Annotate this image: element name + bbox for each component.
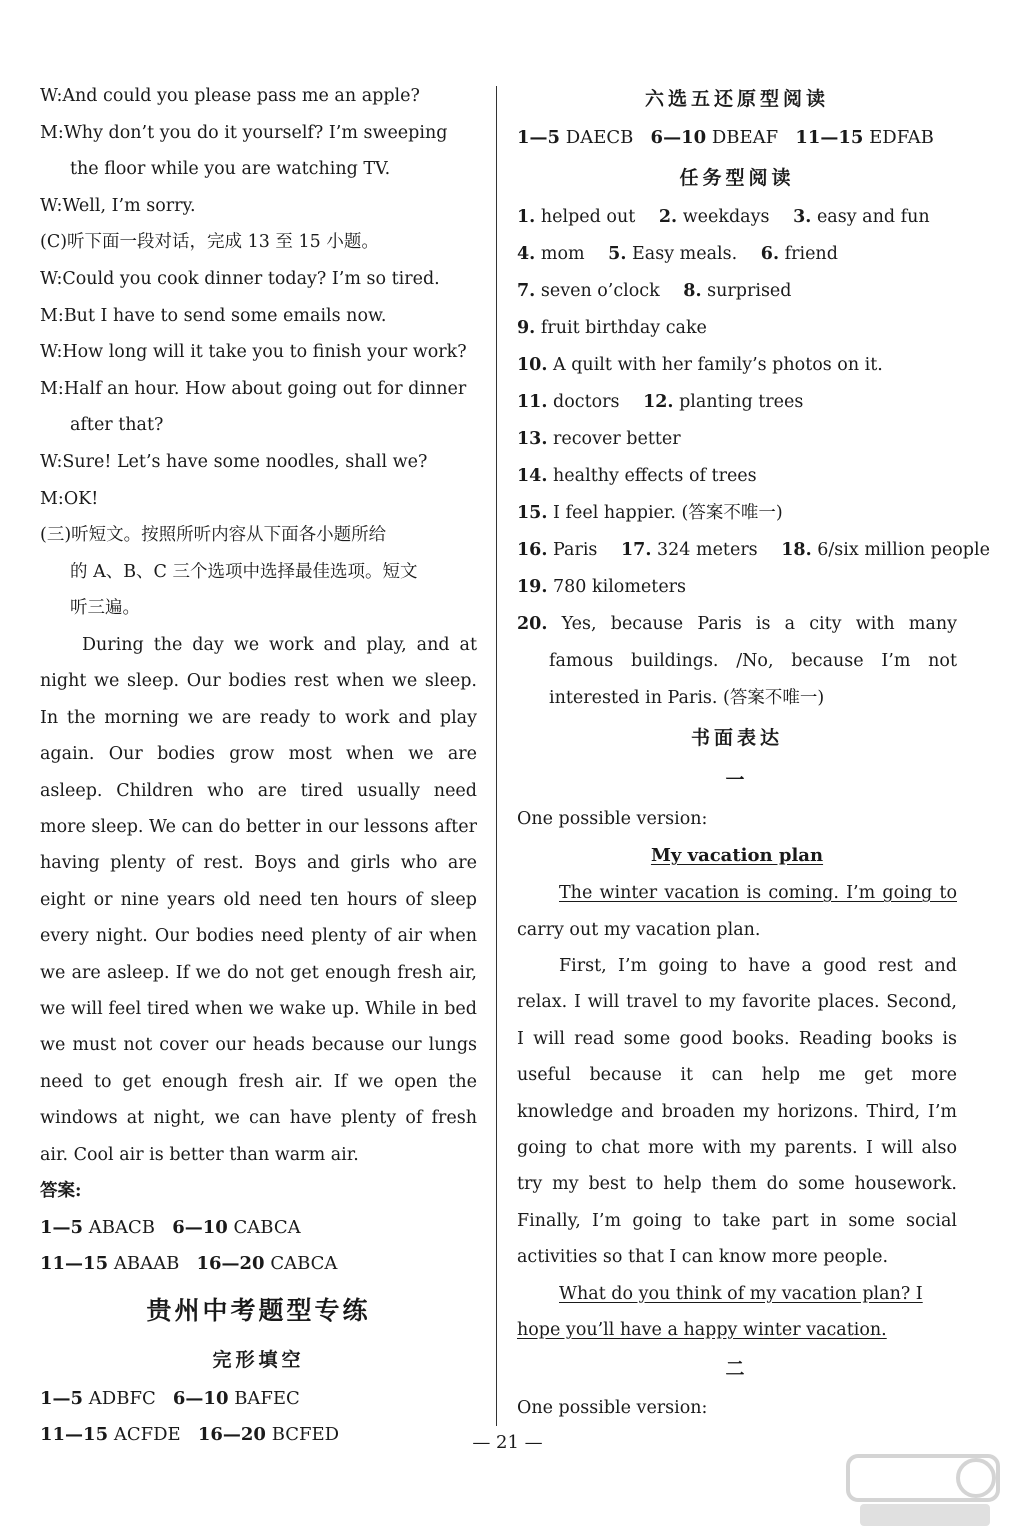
task-item-row: 15. I feel happier. (答案不唯一) bbox=[517, 502, 783, 523]
left-column bbox=[40, 78, 477, 1454]
dialog-line: M:Half an hour. How about going out for dinner bbox=[40, 378, 467, 399]
cloze-answer-row: 1—5 ADBFC 6—10 BAFEC bbox=[40, 1387, 300, 1409]
task-item-row: 19. 780 kilometers bbox=[517, 576, 687, 597]
essay-title: My vacation plan bbox=[650, 845, 824, 867]
section-3-instruction: 听三遍。 bbox=[70, 598, 140, 619]
task-item-row: 13. recover better bbox=[517, 428, 681, 449]
task-item-row: 16. Paris 17. 324 meters 18. 6/six million people bbox=[517, 539, 990, 560]
answer-label: 答案: bbox=[40, 1181, 82, 1201]
right-column bbox=[517, 78, 990, 1427]
part-one-mark: 一 bbox=[725, 768, 749, 791]
dialog-line: M:But I have to send some emails now. bbox=[40, 305, 387, 326]
section-3-instruction: 的 A、B、C 三个选项中选择最佳选项。短文 bbox=[70, 561, 418, 582]
page-number: — 21 — bbox=[472, 1432, 543, 1453]
essay-paragraph-2: First, I’m going to have a good rest and relax. I will travel to my favorite places. Second, I will read some good books. Reading books is useful because it can help me get more knowledge and broaden my horizons. Third, I’m going to chat more with my parents. I will also try my best to help them do some housework. Finally, I’m going to take part in some social activities so that I can know more people. bbox=[517, 956, 957, 1268]
answer-row: 11—15 ABAAB 16—20 CABCA bbox=[40, 1253, 338, 1275]
writing-title: 书面表达 bbox=[690, 726, 783, 749]
essay-paragraph-3-cont: hope you’ll have a happy winter vacation. bbox=[517, 1320, 887, 1341]
essay-paragraph-1: The winter vacation is coming. I’m going to carry out my vacation plan. bbox=[517, 883, 957, 940]
task-item-row: 14. healthy effects of trees bbox=[517, 465, 757, 486]
dialog-line: W:Well, I’m sorry. bbox=[40, 195, 196, 216]
task-item-row: 4. mom 5. Easy meals. 6. friend bbox=[517, 243, 838, 264]
dialog-line: W:Could you cook dinner today? I’m so tired. bbox=[40, 268, 440, 289]
section-3-instruction: (三)听短文。按照所听内容从下面各小题所给 bbox=[40, 525, 387, 546]
essay-paragraph-3: What do you think of my vacation plan? I bbox=[559, 1283, 923, 1304]
task-item-row: 10. A quilt with her family’s photos on it. bbox=[517, 354, 883, 375]
task-item-row: 7. seven o’clock 8. surprised bbox=[517, 280, 792, 301]
answer-row: 1—5 ABACB 6—10 CABCA bbox=[40, 1216, 301, 1238]
dialog-line: W:And could you please pass me an apple? bbox=[40, 86, 420, 106]
section-title: 贵州中考题型专练 bbox=[146, 1295, 371, 1325]
six-five-title: 六选五还原型阅读 bbox=[644, 88, 829, 110]
dialog-line: the floor while you are watching TV. bbox=[70, 159, 391, 180]
listening-passage: During the day we work and play, and at night we sleep. Our bodies rest when we sleep. In the morning we are ready to work and play again. Our bodies grow most when we are asleep. Children who are tired usually need more sleep. We can do better in our lessons after having plenty of rest. Boys and girls who are eight or nine years old need ten hours of sleep every night. Our bodies need plenty of air when we are asleep. If we do not get enough fresh air, we will feel tired when we wake up. While in bed we must not cover our heads because our lungs need to get enough fresh air. If we open the windows at night, we can have plenty of fresh air. Cool air is better than warm air. bbox=[40, 634, 477, 1165]
cloze-answer-row: 11—15 ACFDE 16—20 BCFED bbox=[40, 1424, 340, 1446]
task-item-row: 9. fruit birthday cake bbox=[517, 317, 707, 338]
section-c-instruction: (C)听下面一段对话，完成 13 至 15 小题。 bbox=[40, 232, 379, 253]
task-item-row: 11. doctors 12. planting trees bbox=[517, 391, 804, 412]
dialog-line: W:Sure! Let’s have some noodles, shall we? bbox=[40, 451, 428, 472]
task-item-20: 20. Yes, because Paris is a city with many famous buildings. /No, because I’m not interested in Paris. (答案不唯一) bbox=[517, 613, 957, 708]
version-label-2: One possible version: bbox=[517, 1398, 708, 1419]
dialog-line: after that? bbox=[70, 415, 164, 436]
dialog-line: M:OK! bbox=[40, 488, 99, 509]
task-item-row: 1. helped out 2. weekdays 3. easy and fun bbox=[517, 206, 930, 227]
dialog-line: W:How long will it take you to finish your work? bbox=[40, 342, 467, 363]
watermark-logo bbox=[840, 1452, 1010, 1532]
six-five-answers: 1—5 DAECB 6—10 DBEAF 11—15 EDFAB bbox=[517, 127, 934, 148]
part-two-mark: 二 bbox=[725, 1358, 749, 1381]
column-divider bbox=[496, 86, 497, 1426]
cloze-title: 完形填空 bbox=[212, 1348, 305, 1371]
version-label: One possible version: bbox=[517, 808, 708, 829]
dialog-line: M:Why don’t you do it yourself? I’m sweeping bbox=[40, 122, 448, 143]
task-title: 任务型阅读 bbox=[679, 166, 795, 189]
